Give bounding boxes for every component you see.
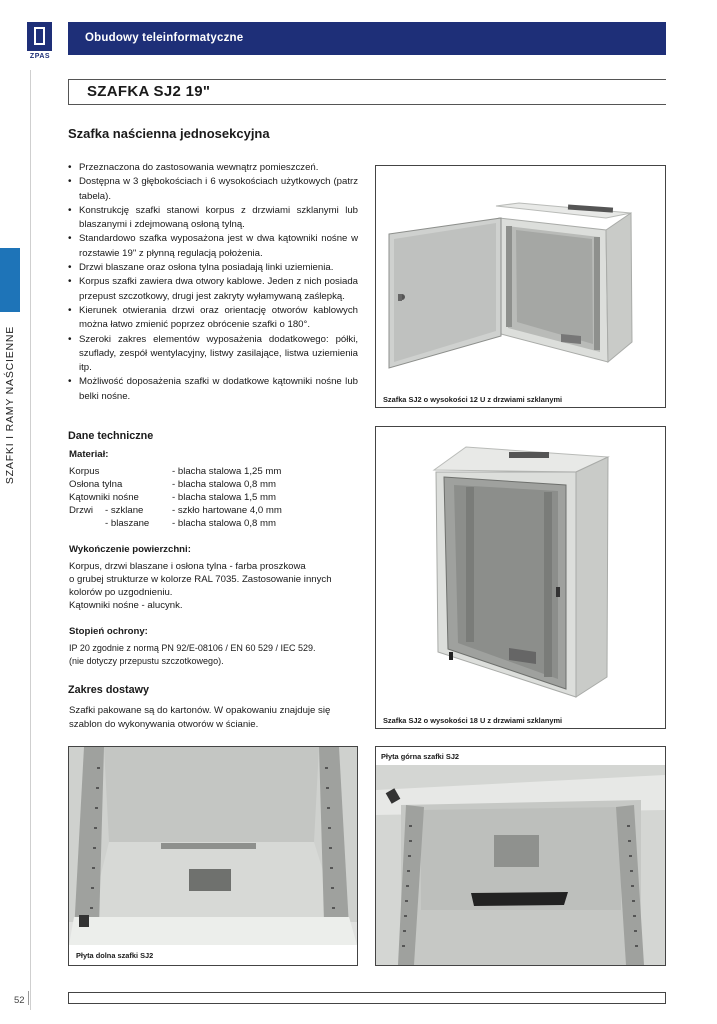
photo-cabinet-12u (375, 165, 666, 408)
logo-text: ZPAS (29, 53, 51, 60)
finish-text: Korpus, drzwi blaszane i osłona tylna - farba proszkowa o grubej strukturze w kolorze RAL 7035. Zastosowanie innych kolorów po uzgodnieniu. Kątowniki nośne - alucynk. (69, 561, 332, 611)
intro-title: Szafka naścienna jednosekcyjna (68, 126, 270, 141)
photo-top-plate (375, 746, 666, 966)
product-title: SZAFKA SJ2 19" (87, 83, 211, 100)
material-value: - blacha stalowa 0,8 mm (172, 479, 276, 490)
top-plate-image (376, 765, 665, 965)
material-label: Materiał: (69, 449, 109, 460)
page-number-separator (28, 991, 29, 1005)
tech-title: Dane techniczne (68, 430, 154, 442)
bottom-plate-image (69, 747, 357, 945)
section-side-label: SZAFKI I RAMY NAŚCIENNE (4, 325, 16, 485)
header-bar: Obudowy teleinformatyczne (68, 22, 666, 55)
feature-item: • Szeroki zakres elementów wyposażenia dodatkowego: półki, szuflady, zespół wentylacyjny, listwy zasilające, listwa uziemienia itp. (68, 333, 358, 376)
logo-mark (27, 22, 52, 51)
feature-item: • Korpus szafki zawiera dwa otwory kablowe. Jeden z nich posiada przepust szczotkowy, drugi jest zakryty wyłamywaną zaślepką. (68, 275, 358, 304)
delivery-title: Zakres dostawy (68, 684, 150, 696)
feature-item: • Możliwość doposażenia szafki w dodatkowe kątowniki nośne lub belki nośne. (68, 375, 358, 404)
feature-item: • Standardowo szafka wyposażona jest w dwa kątowniki nośne w rozstawie 19" z płynną regulacją położenia. (68, 232, 358, 261)
material-value: - blacha stalowa 1,25 mm (172, 466, 282, 477)
cabinet-18u-image (376, 427, 665, 712)
delivery-text: Szafki pakowane są do kartonów. W opakowaniu znajduje się szablon do wykonywania otworów w ścianie. (69, 705, 331, 730)
protection-label: Stopień ochrony: (69, 626, 148, 637)
section-side-tab (0, 248, 20, 312)
photo-caption: Płyta dolna szafki SJ2 (76, 951, 154, 960)
material-sub: - szklane (105, 505, 144, 516)
material-value: - blacha stalowa 1,5 mm (172, 492, 276, 503)
page-number: 52 (14, 995, 25, 1006)
material-part: Drzwi (69, 505, 93, 516)
material-sub: - blaszane (105, 518, 150, 529)
protection-text: IP 20 zgodnie z normą PN 92/E-08106 / EN 60 529 / IEC 529. (nie dotyczy przepustu szczotkowego). (69, 643, 316, 666)
feature-item: • Przeznaczona do zastosowania wewnątrz pomieszczeń. (68, 161, 358, 175)
photo-cabinet-18u (375, 426, 666, 729)
footer-box (68, 992, 666, 1004)
feature-item: • Dostępna w 3 głębokościach i 6 wysokościach użytkowych (patrz tabela). (68, 175, 358, 204)
feature-item: • Konstrukcję szafki stanowi korpus z drzwiami szklanymi lub blaszanymi i zdejmowaną osłoną tylną. (68, 204, 358, 233)
feature-list (68, 161, 358, 404)
photo-bottom-plate (68, 746, 358, 966)
product-title-box (68, 79, 666, 105)
material-value: - szkło hartowane 4,0 mm (172, 505, 282, 516)
material-value: - blacha stalowa 0,8 mm (172, 518, 276, 529)
feature-item: • Drzwi blaszane oraz osłona tylna posiadają linki uziemienia. (68, 261, 358, 275)
zpas-logo (26, 22, 54, 62)
material-part: Osłona tylna (69, 479, 123, 490)
material-part: Korpus (69, 466, 100, 477)
feature-item: • Kierunek otwierania drzwi oraz orientację otworów kablowych można łatwo zmienić poprzez obrócenie szafki o 180°. (68, 304, 358, 333)
finish-label: Wykończenie powierzchni: (69, 544, 191, 555)
photo-caption: Szafka SJ2 o wysokości 18 U z drzwiami szklanymi (383, 716, 563, 725)
margin-divider (30, 70, 31, 1010)
photo-caption: Szafka SJ2 o wysokości 12 U z drzwiami szklanymi (383, 395, 563, 404)
cabinet-12u-image (376, 166, 665, 392)
photo-caption: Płyta górna szafki SJ2 (381, 752, 460, 761)
material-part: Kątowniki nośne (69, 492, 139, 503)
